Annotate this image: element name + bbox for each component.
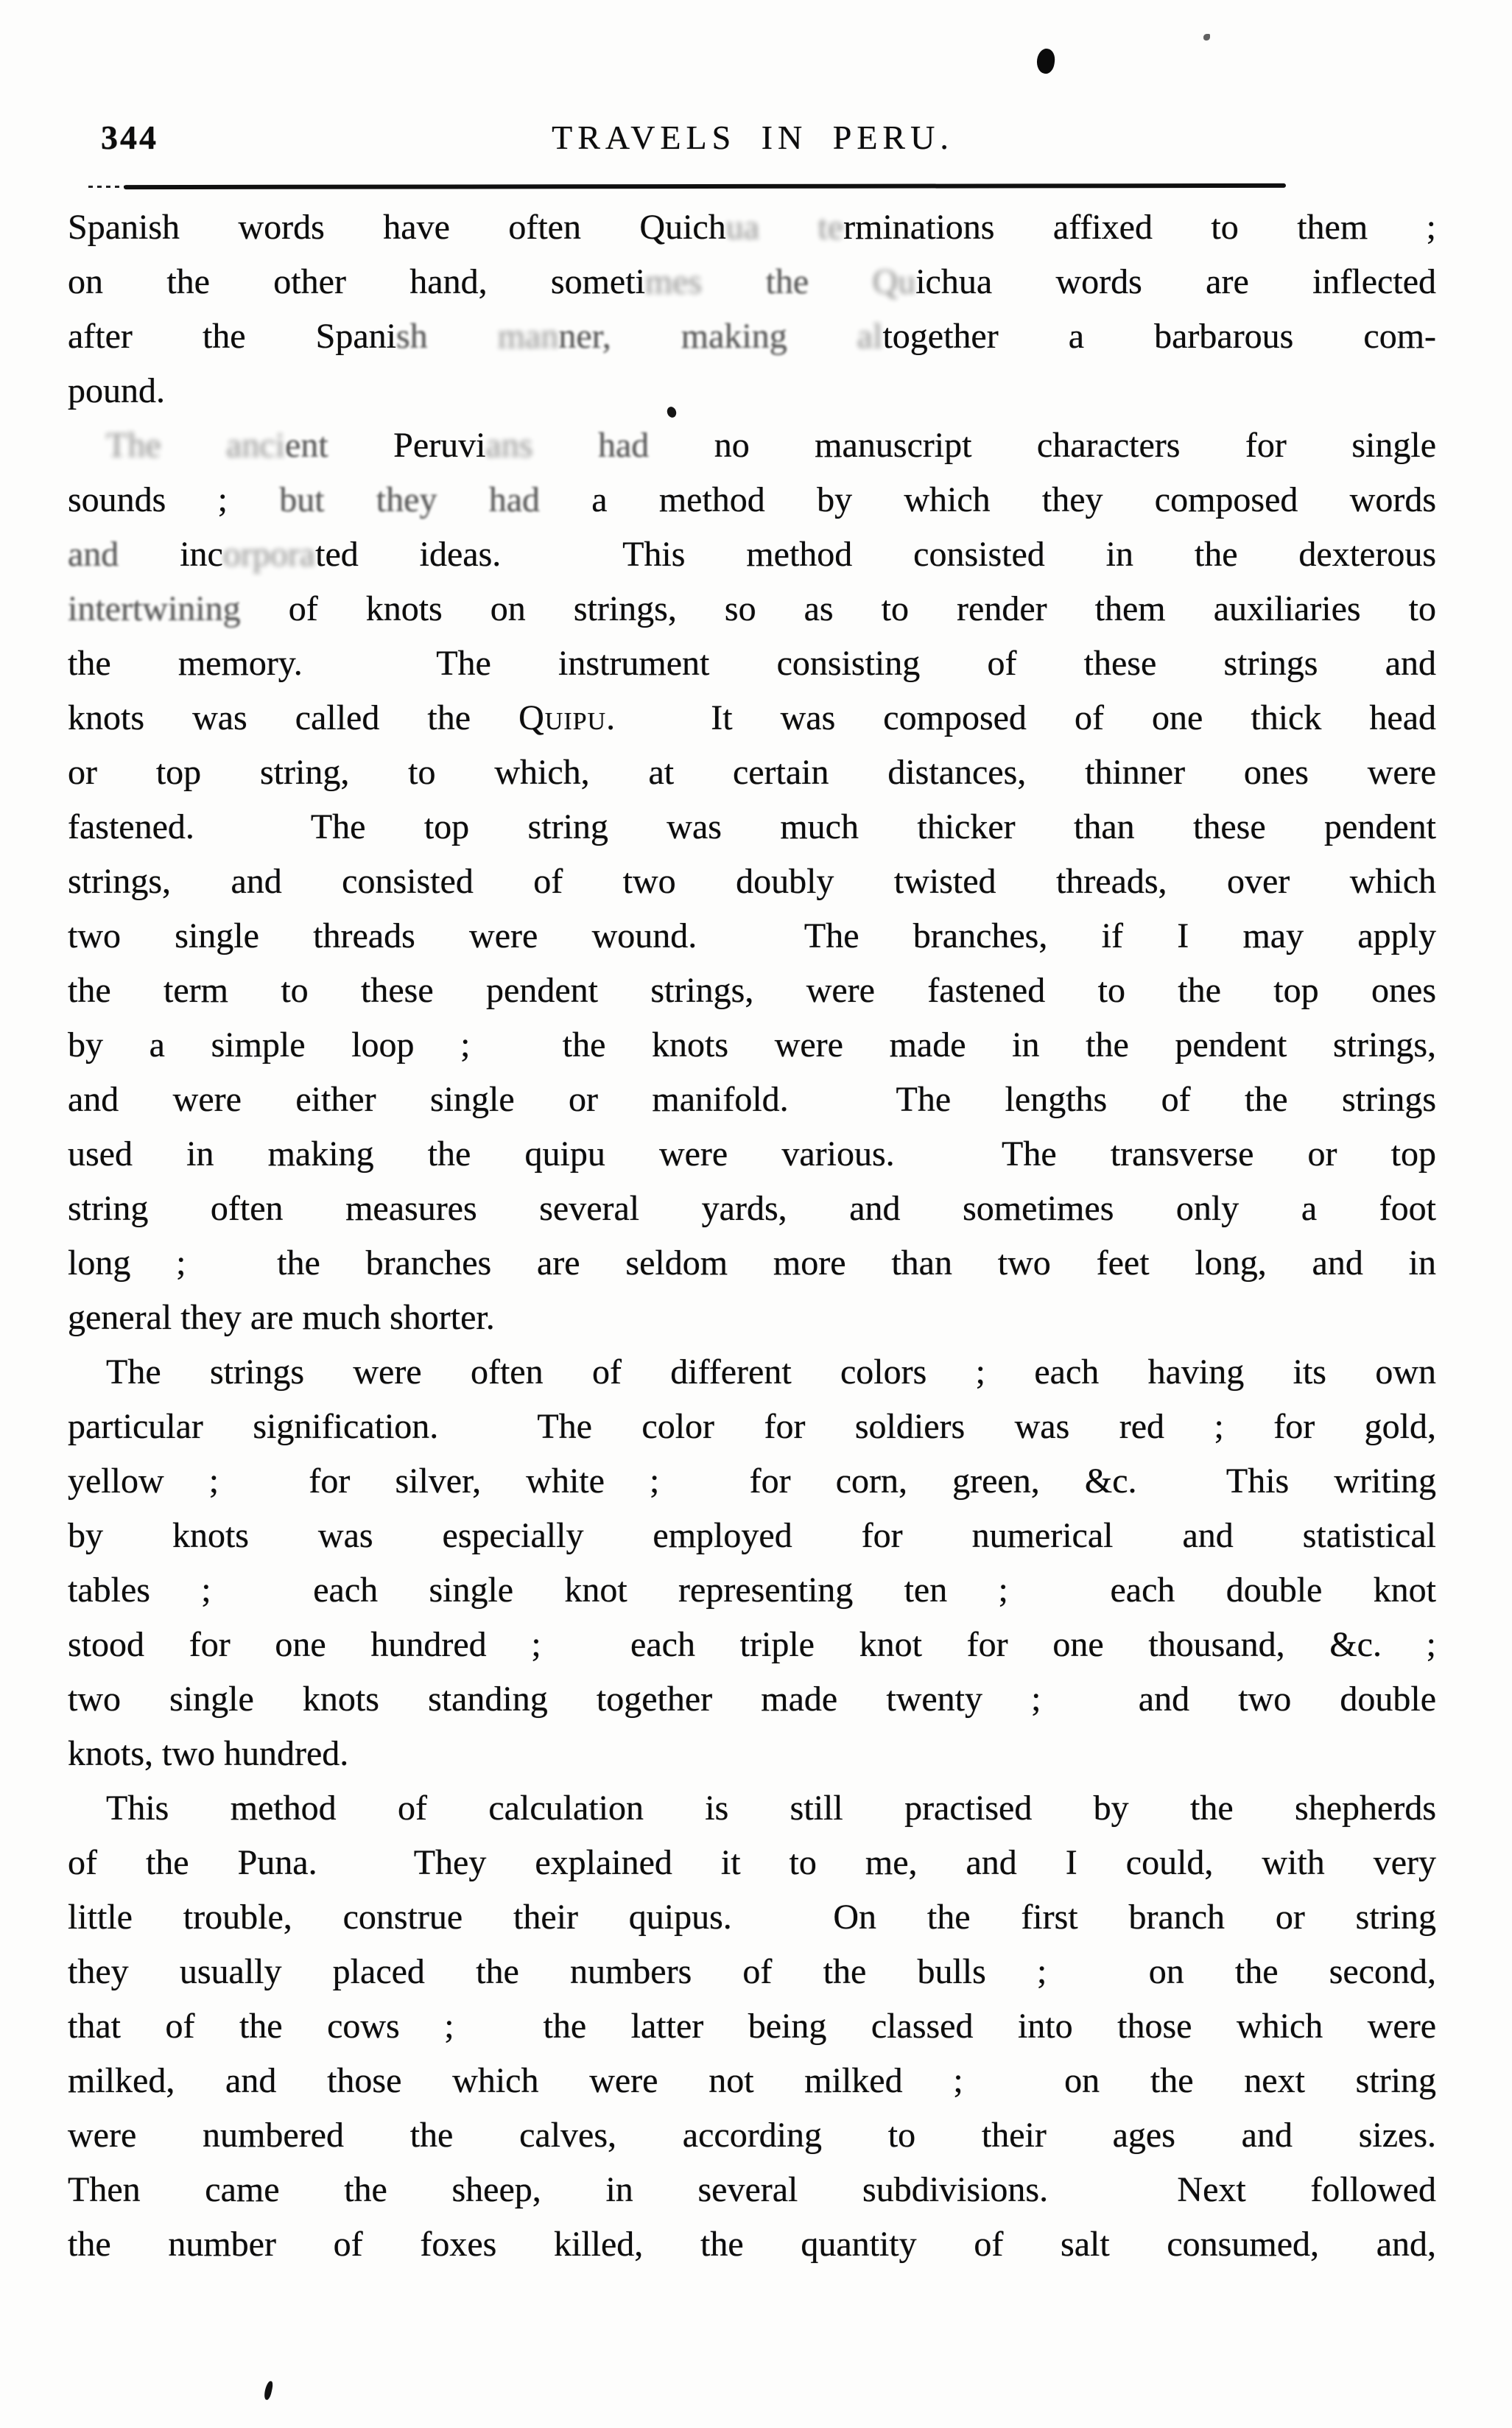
text-segment: by knots was especially employed for numerical and statistical	[68, 1516, 1436, 1555]
text-line	[68, 1672, 1436, 1727]
text-line	[68, 636, 1436, 691]
smudged-text: ans	[485, 426, 598, 465]
text-segment: particular signification. The color for soldiers was red ; for gold,	[68, 1407, 1436, 1446]
text-line	[68, 1291, 1436, 1345]
smudged-text: intertwining	[68, 589, 241, 628]
text-line	[68, 909, 1436, 964]
text-line	[68, 582, 1436, 636]
text-segment: after the Spani	[68, 317, 396, 356]
text-segment: Then came the sheep, in several subdivisions. Next followed	[68, 2170, 1436, 2209]
smudged-text: The anci	[106, 426, 286, 465]
text-line	[68, 473, 1436, 527]
text-line	[68, 1999, 1436, 2054]
text-segment: together a barbarous com-	[882, 317, 1437, 356]
text-line	[68, 1563, 1436, 1618]
smudged-text: ent	[285, 426, 394, 465]
text-segment: pound.	[68, 371, 165, 410]
text-segment: rminations affixed to them ;	[843, 208, 1436, 247]
ink-speck	[1203, 34, 1210, 41]
text-segment: ted ideas. This method consisted in the dexterous	[315, 535, 1437, 574]
text-segment: two single knots standing together made twenty ; and two double	[68, 1680, 1436, 1719]
text-line	[68, 1945, 1436, 1999]
text-segment: Peruvi	[393, 426, 486, 465]
text-segment: of knots on strings, so as to render them auxiliaries to	[240, 589, 1436, 628]
text-line	[68, 800, 1436, 855]
text-line	[68, 2163, 1436, 2217]
smudged-text: orpora	[222, 535, 316, 574]
page-header	[68, 118, 1438, 162]
smudged-text: had	[597, 426, 714, 465]
text-segment: yellow ; for silver, white ; for corn, green, &c. This writing	[68, 1462, 1436, 1501]
text-segment: that of the cows ; the latter being classed into those which were	[68, 2007, 1436, 2046]
smudged-text: the	[765, 262, 873, 301]
text-segment: Spanish words have often Quich	[68, 208, 726, 247]
text-line	[68, 964, 1436, 1018]
text-line	[68, 1890, 1436, 1945]
text-line	[68, 1073, 1436, 1127]
text-segment: on the other hand, someti	[68, 262, 645, 301]
smudged-text: but they had	[279, 480, 541, 519]
text-line	[68, 309, 1436, 364]
smudged-text: sh	[395, 317, 498, 356]
text-line	[68, 2108, 1436, 2163]
text-segment: of the Puna. They explained it to me, and I could, with very	[68, 1843, 1436, 1882]
small-caps-word: Quipu	[518, 698, 607, 737]
text-line	[68, 1781, 1436, 1836]
text-segment: milked, and those which were not milked ; on the next string	[68, 2061, 1436, 2100]
text-line	[68, 1509, 1436, 1563]
header-rule	[124, 183, 1286, 189]
text-segment: no manuscript characters for single	[714, 426, 1436, 465]
text-line	[68, 2054, 1436, 2108]
smudged-text: al	[857, 317, 883, 356]
text-segment: knots, two hundred.	[68, 1734, 349, 1773]
text-segment: or top string, to which, at certain distances, thinner ones were	[68, 753, 1436, 792]
text-line	[68, 364, 1436, 418]
smudged-text: mes	[644, 262, 766, 301]
text-segment: the term to these pendent strings, were fastened to the top ones	[68, 971, 1436, 1010]
text-segment: knots was called the	[68, 698, 519, 737]
text-line	[68, 200, 1436, 255]
text-segment: two single threads were wound. The branches, if I may apply	[68, 916, 1436, 955]
text-line	[68, 1127, 1436, 1182]
text-line	[68, 1400, 1436, 1454]
text-line	[68, 418, 1436, 473]
text-line	[68, 1236, 1436, 1291]
text-segment: This method of calculation is still practised by the shepherds	[106, 1789, 1436, 1828]
text-segment: the number of foxes killed, the quantity of salt consumed, and,	[68, 2225, 1436, 2264]
text-segment: string often measures several yards, and sometimes only a foot	[68, 1189, 1436, 1228]
text-segment: sounds ;	[68, 480, 280, 519]
smudged-text: Qu	[872, 262, 916, 301]
text-segment: a method by which they composed words	[540, 480, 1436, 519]
text-segment: and were either single or manifold. The lengths of the strings	[68, 1080, 1436, 1119]
text-line	[68, 855, 1436, 909]
text-segment: used in making the quipu were various. The transverse or top	[68, 1134, 1436, 1173]
text-segment: long ; the branches are seldom more than two feet long, and in	[68, 1243, 1436, 1283]
text-segment: they usually placed the numbers of the bulls ; on the second,	[68, 1952, 1436, 1991]
text-segment: inc	[180, 535, 223, 574]
text-line	[68, 255, 1436, 309]
text-line	[68, 2217, 1436, 2272]
text-line	[68, 1345, 1436, 1400]
text-line	[68, 527, 1436, 582]
ink-blot	[1035, 47, 1056, 74]
text-line	[68, 1454, 1436, 1509]
text-segment: general they are much shorter.	[68, 1298, 495, 1337]
text-segment: fastened. The top string was much thicker than these pendent	[68, 807, 1436, 846]
text-segment: were numbered the calves, according to their ages and sizes.	[68, 2116, 1436, 2155]
running-title: TRAVELS IN PERU.	[552, 119, 954, 156]
text-line	[68, 1618, 1436, 1672]
smudged-text: and	[68, 535, 180, 574]
text-line	[68, 1182, 1436, 1236]
page-number: 344	[101, 119, 158, 156]
smudged-text: ua te	[725, 208, 844, 247]
body-text	[68, 200, 1436, 2272]
smudged-text: man	[497, 317, 559, 356]
text-segment: The strings were often of different colors ; each having its own	[106, 1352, 1436, 1392]
smudged-text: ner, making	[558, 317, 857, 356]
text-segment: the memory. The instrument consisting of these strings and	[68, 644, 1436, 683]
text-line	[68, 691, 1436, 745]
text-line	[68, 745, 1436, 800]
text-segment: tables ; each single knot representing ten ; each double knot	[68, 1571, 1436, 1610]
text-segment: stood for one hundred ; each triple knot for one thousand, &c. ;	[68, 1625, 1436, 1664]
text-line	[68, 1727, 1436, 1781]
text-segment: strings, and consisted of two doubly twisted threads, over which	[68, 862, 1436, 901]
text-segment: little trouble, construe their quipus. On the first branch or string	[68, 1898, 1436, 1937]
header-rule-dots	[88, 186, 127, 188]
text-segment: by a simple loop ; the knots were made in the pendent strings,	[68, 1025, 1436, 1064]
ink-mark-bottom	[263, 2380, 273, 2400]
text-line	[68, 1836, 1436, 1890]
text-segment: ichua words are inflected	[915, 262, 1436, 301]
text-segment: . It was composed of one thick head	[606, 698, 1437, 737]
text-line	[68, 1018, 1436, 1073]
